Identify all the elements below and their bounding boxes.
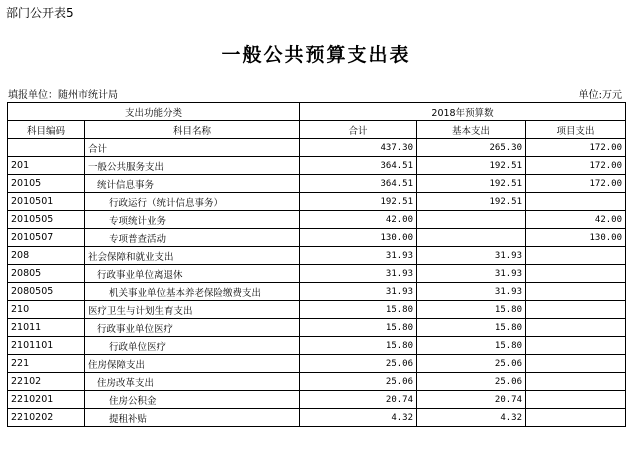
table-row [8, 373, 626, 391]
cell-project: 130.00 [526, 229, 626, 247]
reporting-unit-label: 填报单位：随州市统计局 [8, 90, 118, 101]
cell-code: 22102 [8, 373, 85, 391]
table-row [8, 391, 626, 409]
cell-total: 364.51 [300, 175, 417, 193]
functional-classification-header: 支出功能分类 [8, 103, 300, 121]
table-row [8, 211, 626, 229]
cell-basic: 192.51 [417, 175, 526, 193]
cell-basic: 25.06 [417, 355, 526, 373]
cell-project: 172.00 [526, 175, 626, 193]
cell-basic: 25.06 [417, 373, 526, 391]
table-row [8, 301, 626, 319]
cell-code: 2010501 [8, 193, 85, 211]
column-header-project: 项目支出 [526, 121, 626, 139]
column-header-code: 科目编码 [8, 121, 85, 139]
table-row [8, 319, 626, 337]
cell-name: 社会保障和就业支出 [85, 247, 300, 265]
cell-basic: 31.93 [417, 247, 526, 265]
cell-name: 行政单位医疗 [85, 337, 300, 355]
cell-total: 15.80 [300, 301, 417, 319]
cell-total: 20.74 [300, 391, 417, 409]
cell-total: 25.06 [300, 373, 417, 391]
cell-name: 住房保障支出 [85, 355, 300, 373]
cell-name: 提租补贴 [85, 409, 300, 427]
cell-name: 合计 [85, 139, 300, 157]
cell-project [526, 319, 626, 337]
cell-total: 130.00 [300, 229, 417, 247]
cell-project [526, 193, 626, 211]
table-row [8, 175, 626, 193]
cell-code [8, 139, 85, 157]
column-header-basic: 基本支出 [417, 121, 526, 139]
header-row-columns [8, 121, 626, 139]
cell-total: 31.93 [300, 247, 417, 265]
cell-name: 机关事业单位基本养老保险缴费支出 [85, 283, 300, 301]
table-row [8, 157, 626, 175]
cell-name: 专项普查活动 [85, 229, 300, 247]
cell-basic: 192.51 [417, 193, 526, 211]
cell-basic: 15.80 [417, 319, 526, 337]
currency-unit-label: 单位:万元 [578, 90, 622, 101]
cell-total: 42.00 [300, 211, 417, 229]
cell-code: 21011 [8, 319, 85, 337]
column-header-name: 科目名称 [85, 121, 300, 139]
cell-basic: 31.93 [417, 283, 526, 301]
column-header-total: 合计 [300, 121, 417, 139]
cell-name: 行政事业单位离退休 [85, 265, 300, 283]
cell-total: 25.06 [300, 355, 417, 373]
cell-total: 192.51 [300, 193, 417, 211]
cell-project [526, 283, 626, 301]
cell-code: 208 [8, 247, 85, 265]
table-row [8, 139, 626, 157]
cell-code: 210 [8, 301, 85, 319]
cell-total: 31.93 [300, 283, 417, 301]
cell-total: 437.30 [300, 139, 417, 157]
cell-name: 住房改革支出 [85, 373, 300, 391]
cell-total: 4.32 [300, 409, 417, 427]
cell-name: 统计信息事务 [85, 175, 300, 193]
cell-code: 201 [8, 157, 85, 175]
cell-project: 172.00 [526, 139, 626, 157]
cell-project [526, 409, 626, 427]
cell-basic [417, 211, 526, 229]
cell-name: 行政事业单位医疗 [85, 319, 300, 337]
cell-code: 20805 [8, 265, 85, 283]
cell-code: 2101101 [8, 337, 85, 355]
cell-project [526, 337, 626, 355]
cell-project [526, 265, 626, 283]
cell-code: 2010507 [8, 229, 85, 247]
budget-table [7, 102, 626, 427]
cell-total: 364.51 [300, 157, 417, 175]
cell-basic: 192.51 [417, 157, 526, 175]
cell-project: 42.00 [526, 211, 626, 229]
table-row [8, 409, 626, 427]
cell-project: 172.00 [526, 157, 626, 175]
cell-code: 2080505 [8, 283, 85, 301]
table-row [8, 247, 626, 265]
header-row-group [8, 103, 626, 121]
cell-name: 专项统计业务 [85, 211, 300, 229]
cell-project [526, 301, 626, 319]
cell-name: 住房公积金 [85, 391, 300, 409]
cell-project [526, 355, 626, 373]
table-number-label: 部门公开表5 [6, 6, 74, 20]
cell-basic [417, 229, 526, 247]
cell-basic: 31.93 [417, 265, 526, 283]
cell-project [526, 391, 626, 409]
cell-total: 15.80 [300, 337, 417, 355]
table-row [8, 229, 626, 247]
cell-basic: 20.74 [417, 391, 526, 409]
cell-total: 31.93 [300, 265, 417, 283]
cell-code: 2010505 [8, 211, 85, 229]
table-row [8, 193, 626, 211]
cell-code: 20105 [8, 175, 85, 193]
cell-code: 221 [8, 355, 85, 373]
cell-project [526, 373, 626, 391]
cell-code: 2210202 [8, 409, 85, 427]
budget-year-header: 2018年预算数 [300, 103, 626, 121]
table-row [8, 355, 626, 373]
cell-total: 15.80 [300, 319, 417, 337]
cell-name: 行政运行（统计信息事务） [85, 193, 300, 211]
cell-basic: 4.32 [417, 409, 526, 427]
table-row [8, 337, 626, 355]
cell-name: 一般公共服务支出 [85, 157, 300, 175]
table-row [8, 283, 626, 301]
cell-code: 2210201 [8, 391, 85, 409]
cell-basic: 15.80 [417, 301, 526, 319]
page-title: 一般公共预算支出表 [221, 44, 411, 66]
cell-project [526, 247, 626, 265]
cell-basic: 265.30 [417, 139, 526, 157]
cell-basic: 15.80 [417, 337, 526, 355]
table-row [8, 265, 626, 283]
cell-name: 医疗卫生与计划生育支出 [85, 301, 300, 319]
